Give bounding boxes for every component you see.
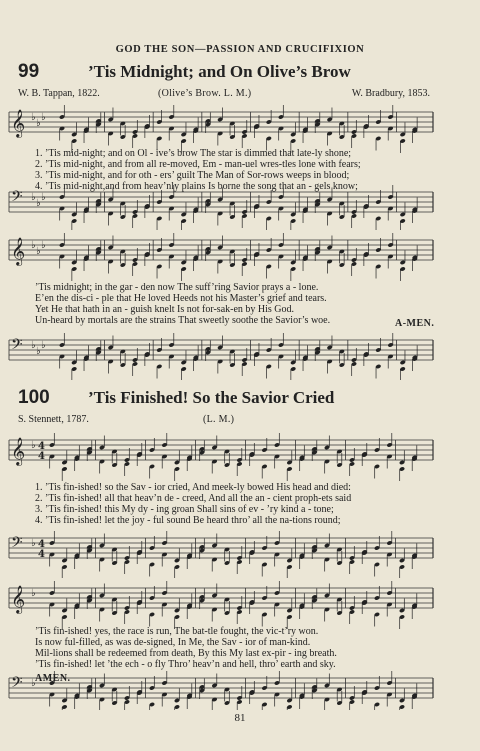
time-signature: 4 [38, 441, 45, 452]
hymn-100-header [18, 387, 458, 413]
music-system-99b [5, 232, 435, 380]
treble-staff [9, 233, 433, 281]
flat-icon: ♭ [31, 112, 36, 123]
composer-credit: W. Bradbury, 1853. [351, 88, 430, 99]
lyric-line: Is now ful-filled, as was de-signed, In Me, the Sav - ior of man-kind. [35, 637, 311, 648]
lyric-line: 4. ’Tis fin-ished! let the joy - ful sound Be heard thro’ all the na-tions round; [35, 515, 341, 526]
flat-icon: ♭ [31, 588, 36, 599]
flat-icon: ♭ [36, 346, 41, 357]
lyric-line: 1. ’Tis fin-ished! so the Sav - ior cried, And meek-ly bowed His head and died: [35, 482, 351, 493]
lyric-line: 3. ’Tis fin-ished! this My dy - ing groan Shall sins of ev - ’ry kind a - tone; [35, 504, 334, 515]
treble-clef-icon: 𝄞 [11, 109, 26, 137]
lyric-line: 3. ’Tis mid-night, and for oth - ers’ guilt The Man of Sor-rows weeps in blood; [35, 170, 350, 181]
flat-icon: ♭ [31, 440, 36, 451]
bass-staff [9, 333, 433, 380]
amen-label: AMEN. [35, 673, 71, 684]
treble-clef-icon: 𝄞 [11, 437, 26, 465]
bass-clef-icon: 𝄢 [11, 336, 23, 357]
lyric-line: 4. ’Tis mid-night,and from heav’nly plains Is borne the song that an - gels know; [35, 181, 358, 192]
flat-icon: ♭ [41, 112, 46, 123]
author-credit: S. Stennett, 1787. [18, 414, 89, 425]
time-signature: 4 [38, 549, 45, 560]
bass-clef-icon: 𝄢 [11, 188, 23, 209]
flat-icon: ♭ [36, 118, 41, 129]
flat-icon: ♭ [36, 198, 41, 209]
lyric-line: Yet He that hath in an - guish knelt Is not for-sak-en by His God. [35, 304, 295, 315]
flat-icon: ♭ [31, 538, 36, 549]
lyric-line: Un-heard by mortals are the strains That sweetly soothe the Savior’s woe. [35, 315, 331, 326]
flat-icon: ♭ [41, 340, 46, 351]
lyric-line: 2. ’Tis fin-ished! all that heav’n de - creed, And all the an - cient proph-ets said [35, 493, 352, 504]
music-system-100b [5, 580, 435, 710]
hymn-number: 100 [18, 387, 50, 408]
tune-meter: (L. M.) [203, 414, 235, 425]
lyric-line: 2. ’Tis mid-night, and from all re-moved, Em - man-uel wres-tles lone with fears; [35, 159, 361, 170]
section-title: GOD THE SON—PASSION AND CRUCIFIXION [115, 44, 365, 55]
flat-icon: ♭ [41, 240, 46, 251]
hymn-title: ’Tis Midnight; and On Olive’s Brow [88, 62, 351, 81]
verse-lyrics-block [35, 626, 435, 684]
flat-icon: ♭ [41, 192, 46, 203]
flat-icon: ♭ [31, 678, 36, 689]
hymn-99-credits [18, 88, 430, 102]
hymn-number: 99 [18, 61, 40, 82]
lyric-line: 1. ’Tis mid-night; and on Ol - ive’s brow The star is dimmed that late-ly shone; [35, 148, 352, 159]
music-system-99a [5, 102, 435, 230]
verse-lyrics-block [35, 482, 435, 526]
time-signature: 4 [38, 539, 45, 550]
lyric-line: ’Tis fin-ished! yes, the race is run, The bat-tle fought, the vic-t’ry won. [35, 626, 319, 637]
flat-icon: ♭ [36, 246, 41, 257]
bass-staff [9, 531, 433, 578]
flat-icon: ♭ [31, 340, 36, 351]
music-system-100a [5, 430, 435, 578]
bass-clef-icon: 𝄢 [11, 534, 23, 555]
treble-staff [9, 581, 433, 629]
bass-clef-icon: 𝄢 [11, 674, 23, 695]
treble-clef-icon: 𝄞 [11, 585, 26, 613]
lyric-line: ’Tis fin-ished! let ’the ech - o fly Thro’ heav’n and hell, thro’ earth and sky. [35, 659, 336, 670]
treble-clef-icon: 𝄞 [11, 237, 26, 265]
author-credit: W. B. Tappan, 1822. [18, 88, 100, 99]
treble-staff [9, 105, 433, 153]
lyric-line: E’en the dis-ci - ple that He loved Heeds not his Master’s grief and tears. [35, 293, 327, 304]
verse-lyrics-block [35, 148, 435, 192]
lyric-line: ’Tis midnight; in the gar - den now The suff’ring Savior prays a - lone. [35, 282, 319, 293]
lyric-line: Mil-lions shall be redeemed from death, By this My last ex-pir - ing breath. [35, 648, 337, 659]
time-signature: 4 [38, 451, 45, 462]
hymn-99-header [18, 61, 458, 87]
amen-label: A-MEN. [395, 318, 435, 329]
flat-icon: ♭ [31, 192, 36, 203]
verse-lyrics-block [35, 282, 435, 329]
treble-staff [9, 433, 433, 481]
hymn-title: ’Tis Finished! So the Savior Cried [88, 388, 335, 407]
flat-icon: ♭ [31, 240, 36, 251]
page-number: 81 [234, 712, 246, 724]
tune-meter: (Olive’s Brow. L. M.) [158, 88, 252, 99]
hymn-100-credits [18, 414, 430, 428]
